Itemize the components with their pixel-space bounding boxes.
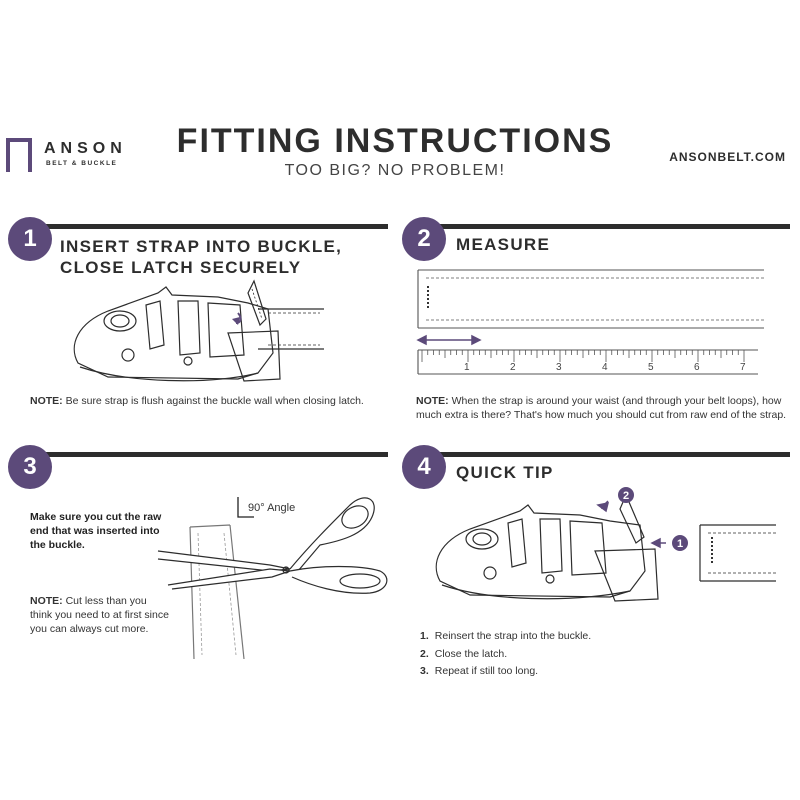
ruler-labels	[464, 362, 746, 373]
page-title: FITTING INSTRUCTIONS	[176, 122, 614, 160]
step-2-note-text: When the strap is around your waist (and through your belt loops), how much extra is there? That's how much you should cut from raw end of the strap.	[416, 395, 787, 421]
svg-text:2: 2	[622, 490, 630, 502]
step-1-rule	[30, 224, 388, 229]
ruler-label: 6	[694, 362, 700, 373]
cutting-illustration	[150, 485, 395, 663]
step-2-note	[416, 394, 788, 422]
step-2-badge: 2	[402, 217, 446, 261]
callout-2	[618, 487, 634, 503]
step-1-title	[60, 236, 342, 278]
anson-logo-icon	[6, 138, 32, 172]
ruler-label: 1	[464, 362, 470, 373]
buckle-insert-illustration	[68, 275, 338, 387]
step-2-note-label: NOTE:	[416, 395, 449, 407]
measure-strap-illustration	[412, 266, 788, 376]
step-4-title: QUICK TIP	[456, 463, 554, 482]
page-subtitle: TOO BIG? NO PROBLEM!	[284, 162, 506, 179]
brand-tagline: BELT & BUCKLE	[46, 160, 118, 167]
step-1-note-label: NOTE:	[30, 395, 63, 407]
ruler-label: 5	[648, 362, 654, 373]
ruler-ticks	[422, 350, 744, 362]
quick-tip-list	[420, 628, 780, 681]
step-1-badge: 1	[8, 217, 52, 261]
step-4-rule	[424, 452, 790, 457]
step-1-title-line-2: CLOSE LATCH SECURELY	[60, 258, 302, 277]
reinsert-illustration	[430, 485, 790, 610]
list-item: 2. Close the latch.	[420, 647, 508, 660]
ruler-label: 4	[602, 362, 608, 373]
callout-1	[672, 535, 688, 551]
ruler-label: 3	[556, 362, 562, 373]
step-1-note	[30, 394, 370, 408]
website-link[interactable]: ANSONBELT.COM	[669, 150, 786, 164]
step-4-badge: 4	[402, 445, 446, 489]
step-3-rule	[30, 452, 388, 457]
angle-label: 90° Angle	[248, 502, 296, 514]
step-3-note	[30, 594, 170, 636]
step-2-rule	[424, 224, 790, 229]
step-3-note-text: Cut less than you think you need to at first since you can always cut more.	[30, 595, 169, 635]
list-item: 1. Reinsert the strap into the buckle.	[420, 630, 592, 642]
step-3-note-label: NOTE:	[30, 595, 63, 607]
list-item: 3. Repeat if still too long.	[420, 665, 539, 677]
ruler-label: 2	[510, 362, 516, 373]
step-1-title-line-1: INSERT STRAP INTO BUCKLE,	[60, 237, 343, 256]
step-3-badge: 3	[8, 445, 52, 489]
ruler-label: 7	[740, 362, 746, 373]
step-2-title: MEASURE	[456, 235, 551, 254]
step-1-note-text: Be sure strap is flush against the buckle wall when closing latch.	[62, 395, 364, 407]
svg-text:1: 1	[676, 538, 684, 550]
step-3-instruction: Make sure you cut the raw end that was inserted into the buckle.	[30, 511, 162, 551]
brand-name: ANSON	[44, 140, 127, 157]
